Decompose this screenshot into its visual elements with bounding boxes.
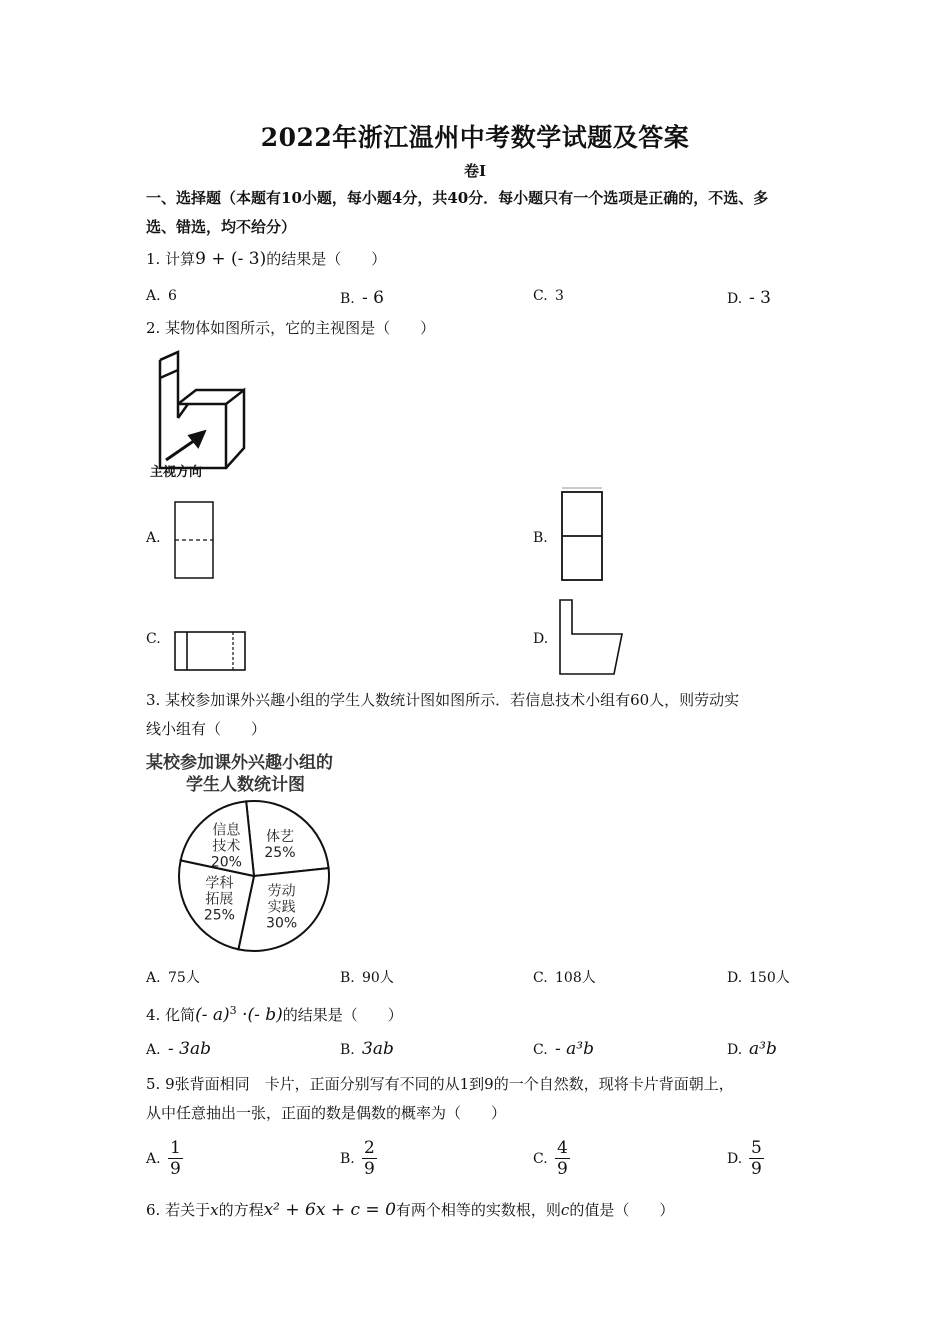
pie-label-0-2: 20% [210, 854, 242, 871]
volume-label: 卷Ⅰ [463, 162, 487, 180]
question-text: 9张背面相同 卡片，正面分别写有不同的从1到9的一个自然数，现将卡片背面朝上， [165, 1075, 734, 1093]
option-b[interactable]: B. $\frac{2}{9}$ [340, 1138, 375, 1179]
option-c-view[interactable] [173, 630, 249, 672]
question-text: 化简 [165, 1006, 196, 1024]
pie-label-1-1: 25% [264, 844, 296, 861]
math-variable: x [210, 1201, 219, 1219]
pie-label-2-1: 实践 [267, 899, 296, 916]
question-text: 若关于 [165, 1201, 211, 1219]
pie-label-2-0: 劳动 [267, 883, 296, 900]
option-d[interactable]: D. [533, 631, 549, 647]
fraction: $\frac{2}{9}$ [364, 1138, 375, 1179]
option-c[interactable]: C. 108人 [533, 970, 596, 986]
option-c[interactable]: C. $\frac{4}{9}$ [533, 1138, 568, 1179]
question-4 [146, 996, 816, 1030]
question-2 [146, 314, 816, 343]
option-c[interactable]: C. [146, 631, 161, 647]
pie-label-0-1: 技术 [212, 838, 241, 855]
math-exponent: 3 [229, 1004, 237, 1017]
option-b-view[interactable] [560, 486, 606, 584]
question-3 [146, 686, 816, 744]
math-equation: x² + 6x + c = 0 [263, 1200, 396, 1220]
option-a[interactable]: A. 75人 [146, 970, 200, 986]
option-d[interactable]: D. - 3 [727, 288, 771, 308]
section-heading-line1: 一、选择题（本题有10小题，每小题4分，共40分．每小题只有一个选项是正确的，不选、多 [146, 189, 769, 207]
question-number: 3. [146, 691, 161, 709]
option-c[interactable]: C. 3 [533, 288, 564, 304]
pie-chart [146, 752, 376, 960]
page-title: 2022年浙江温州中考数学试题及答案 [260, 123, 690, 152]
option-d[interactable]: D. $\frac{5}{9}$ [727, 1138, 762, 1179]
option-d[interactable]: D. 150人 [727, 970, 790, 986]
question-text: 有两个相等的实数根，则 [395, 1201, 561, 1219]
question-text: 某校参加课外兴趣小组的学生人数统计图如图所示．若信息技术小组有60人，则劳动实 [165, 691, 740, 709]
pie-label-1-0: 体艺 [265, 828, 294, 845]
question-number: 5. [146, 1075, 161, 1093]
pie-label-3-0: 学科 [205, 875, 234, 892]
option-a-view[interactable] [174, 500, 216, 580]
pie-label-3-2: 25% [203, 907, 235, 924]
question-text: 某物体如图所示，它的主视图是（ ） [165, 319, 436, 337]
math-expression: 9 + (- 3) [195, 249, 267, 269]
option-d[interactable]: D. a³b [727, 1039, 777, 1059]
fraction: $\frac{5}{9}$ [751, 1138, 762, 1179]
question-5 [146, 1070, 816, 1128]
pie-label-0-0: 信息 [212, 822, 241, 839]
pie-label-2-2: 30% [266, 915, 298, 932]
option-b[interactable]: B. - 6 [340, 288, 384, 308]
question-number: 6. [146, 1201, 161, 1219]
question-text: 的结果是（ ） [282, 1006, 403, 1024]
pie-label-3-1: 拓展 [205, 891, 234, 908]
math-variable: c [560, 1201, 570, 1219]
option-a[interactable]: A. [146, 530, 161, 546]
section-heading [146, 184, 816, 242]
question-number: 1. [146, 250, 161, 268]
question-number: 4. [146, 1006, 161, 1024]
math-expression: (- a) [195, 1005, 230, 1025]
question-number: 2. [146, 319, 161, 337]
chart-title-line2: 学生人数统计图 [186, 775, 305, 795]
question-1 [146, 245, 816, 274]
question-text: 计算 [165, 250, 196, 268]
option-a[interactable]: A. $\frac{1}{9}$ [146, 1138, 181, 1179]
option-a[interactable]: A. - 3ab [146, 1039, 211, 1059]
option-a[interactable]: A. 6 [146, 288, 177, 304]
option-b[interactable]: B. 90人 [340, 970, 394, 986]
math-expression: ·(- b) [236, 1005, 283, 1025]
option-c[interactable]: C. - a³b [533, 1039, 594, 1059]
question-text: 的值是（ ） [569, 1201, 675, 1219]
question-6 [146, 1196, 816, 1225]
fraction: $\frac{1}{9}$ [170, 1138, 181, 1179]
option-b[interactable]: B. 3ab [340, 1039, 394, 1059]
section-heading-line2: 选、错选，均不给分） [146, 218, 297, 236]
object-figure [148, 348, 258, 478]
question-text: 从中任意抽出一张，正面的数是偶数的概率为（ ） [146, 1104, 507, 1122]
option-b[interactable]: B. [533, 530, 548, 546]
question-text: 的结果是（ ） [266, 250, 387, 268]
option-d-view[interactable] [558, 596, 628, 678]
fraction: $\frac{4}{9}$ [557, 1138, 568, 1179]
chart-title-line1: 某校参加课外兴趣小组的 [146, 753, 333, 773]
question-text: 线小组有（ ） [146, 720, 267, 738]
question-text: 的方程 [218, 1201, 264, 1219]
figure-label: 主视方向 [150, 465, 203, 478]
